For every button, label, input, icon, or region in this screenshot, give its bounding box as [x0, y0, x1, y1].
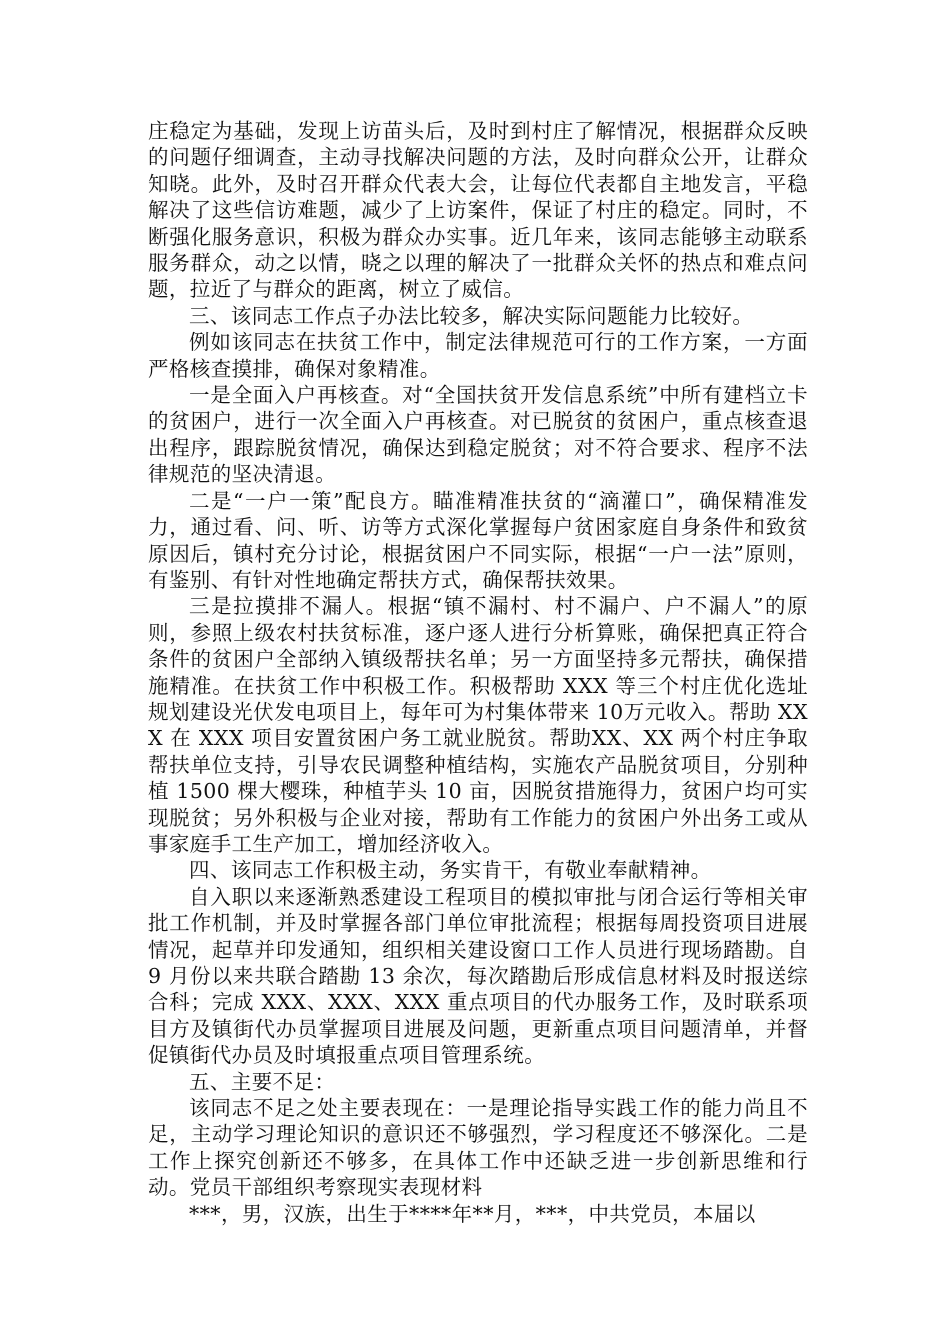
body-paragraph: ***，男，汉族，出生于****年**月，***，中共党员，本届以	[189, 1201, 756, 1226]
section-heading-4: 四、该同志工作积极主动，务实肯干，有敬业奉献精神。	[189, 858, 712, 883]
body-paragraph: 该同志不足之处主要表现在：一是理论指导实践工作的能力尚且不足，主动学习理论知识的意识还不够强烈，学习程度还不够深化。二是工作上探究创新还不够多，在具体工作中还缺乏进一步创新思维和行动。党员干部组织考察现实表现材料	[148, 1096, 808, 1200]
section-heading-5: 五、主要不足：	[189, 1069, 336, 1094]
body-paragraph: 庄稳定为基础，发现上访苗头后，及时到村庄了解情况，根据群众反映的问题仔细调查，主动寻找解决问题的方法，及时向群众公开，让群众知晓。此外，及时召开群众代表大会，让每位代表都自主地发言，平稳解决了这些信访难题，减少了上访案件，保证了村庄的稳定。同时，不断强化服务意识，积极为群众办实事。近几年来，该同志能够主动联系服务群众，动之以情，晓之以理的解决了一批群众关怀的热点和难点问题，拉近了与群众的距离，树立了威信。	[148, 119, 808, 302]
document-page	[148, 118, 808, 1227]
body-paragraph: 三是拉摸排不漏人。根据“镇不漏村、村不漏户、户不漏人”的原则，参照上级农村扶贫标准，逐户逐人进行分析算账，确保把真正符合条件的贫困户全部纳入镇级帮扶名单；另一方面坚持多元帮扶，确保措施精准。在扶贫工作中积极工作。积极帮助 XXX 等三个村庄优化选址规划建设光伏发电项目上，每年可为村集体带来 10万元收入。帮助 XXX 在 XXX 项目安置贫困户务工就业脱贫。帮助XX、XX 两个村庄争取帮扶单位支持，引导农民调整种植结构，实施农产品脱贫项目，分别种植 1500 棵大樱珠，种植芋头 10 亩，因脱贫措施得力，贫困户均可实现脱贫；另外积极与企业对接，帮助有工作能力的贫困户外出务工或从事家庭手工生产加工，增加经济收入。	[148, 594, 808, 856]
section-heading-3: 三、该同志工作点子办法比较多，解决实际问题能力比较好。	[189, 303, 754, 328]
body-paragraph: 自入职以来逐渐熟悉建设工程项目的模拟审批与闭合运行等相关审批工作机制，并及时掌握各部门单位审批流程；根据每周投资项目进展情况，起草并印发通知，组织相关建设窗口工作人员进行现场踏勘。自 9 月份以来共联合踏勘 13 余次，每次踏勘后形成信息材料及时报送综合科；完成 XXX、XXX、XXX 重点项目的代办服务工作，及时联系项目方及镇街代办员掌握项目进展及问题，更新重点项目问题清单，并督促镇街代办员及时填报重点项目管理系统。	[148, 884, 808, 1068]
body-paragraph: 例如该同志在扶贫工作中，制定法律规范可行的工作方案，一方面严格核查摸排，确保对象精准。	[148, 330, 808, 381]
body-paragraph: 一是全面入户再核查。对“全国扶贫开发信息系统”中所有建档立卡的贫困户，进行一次全面入户再核查。对已脱贫的贫困户，重点核查退出程序，跟踪脱贫情况，确保达到稳定脱贫；对不符合要求、程序不法律规范的坚决清退。	[148, 383, 808, 487]
body-paragraph: 二是“一户一策”配良方。瞄准精准扶贫的“滴灌口”，确保精准发力，通过看、问、听、访等方式深化掌握每户贫困家庭自身条件和致贫原因后，镇村充分讨论，根据贫困户不同实际，根据“一户一法”原则，有鉴别、有针对性地确定帮扶方式，确保帮扶效果。	[148, 488, 808, 592]
